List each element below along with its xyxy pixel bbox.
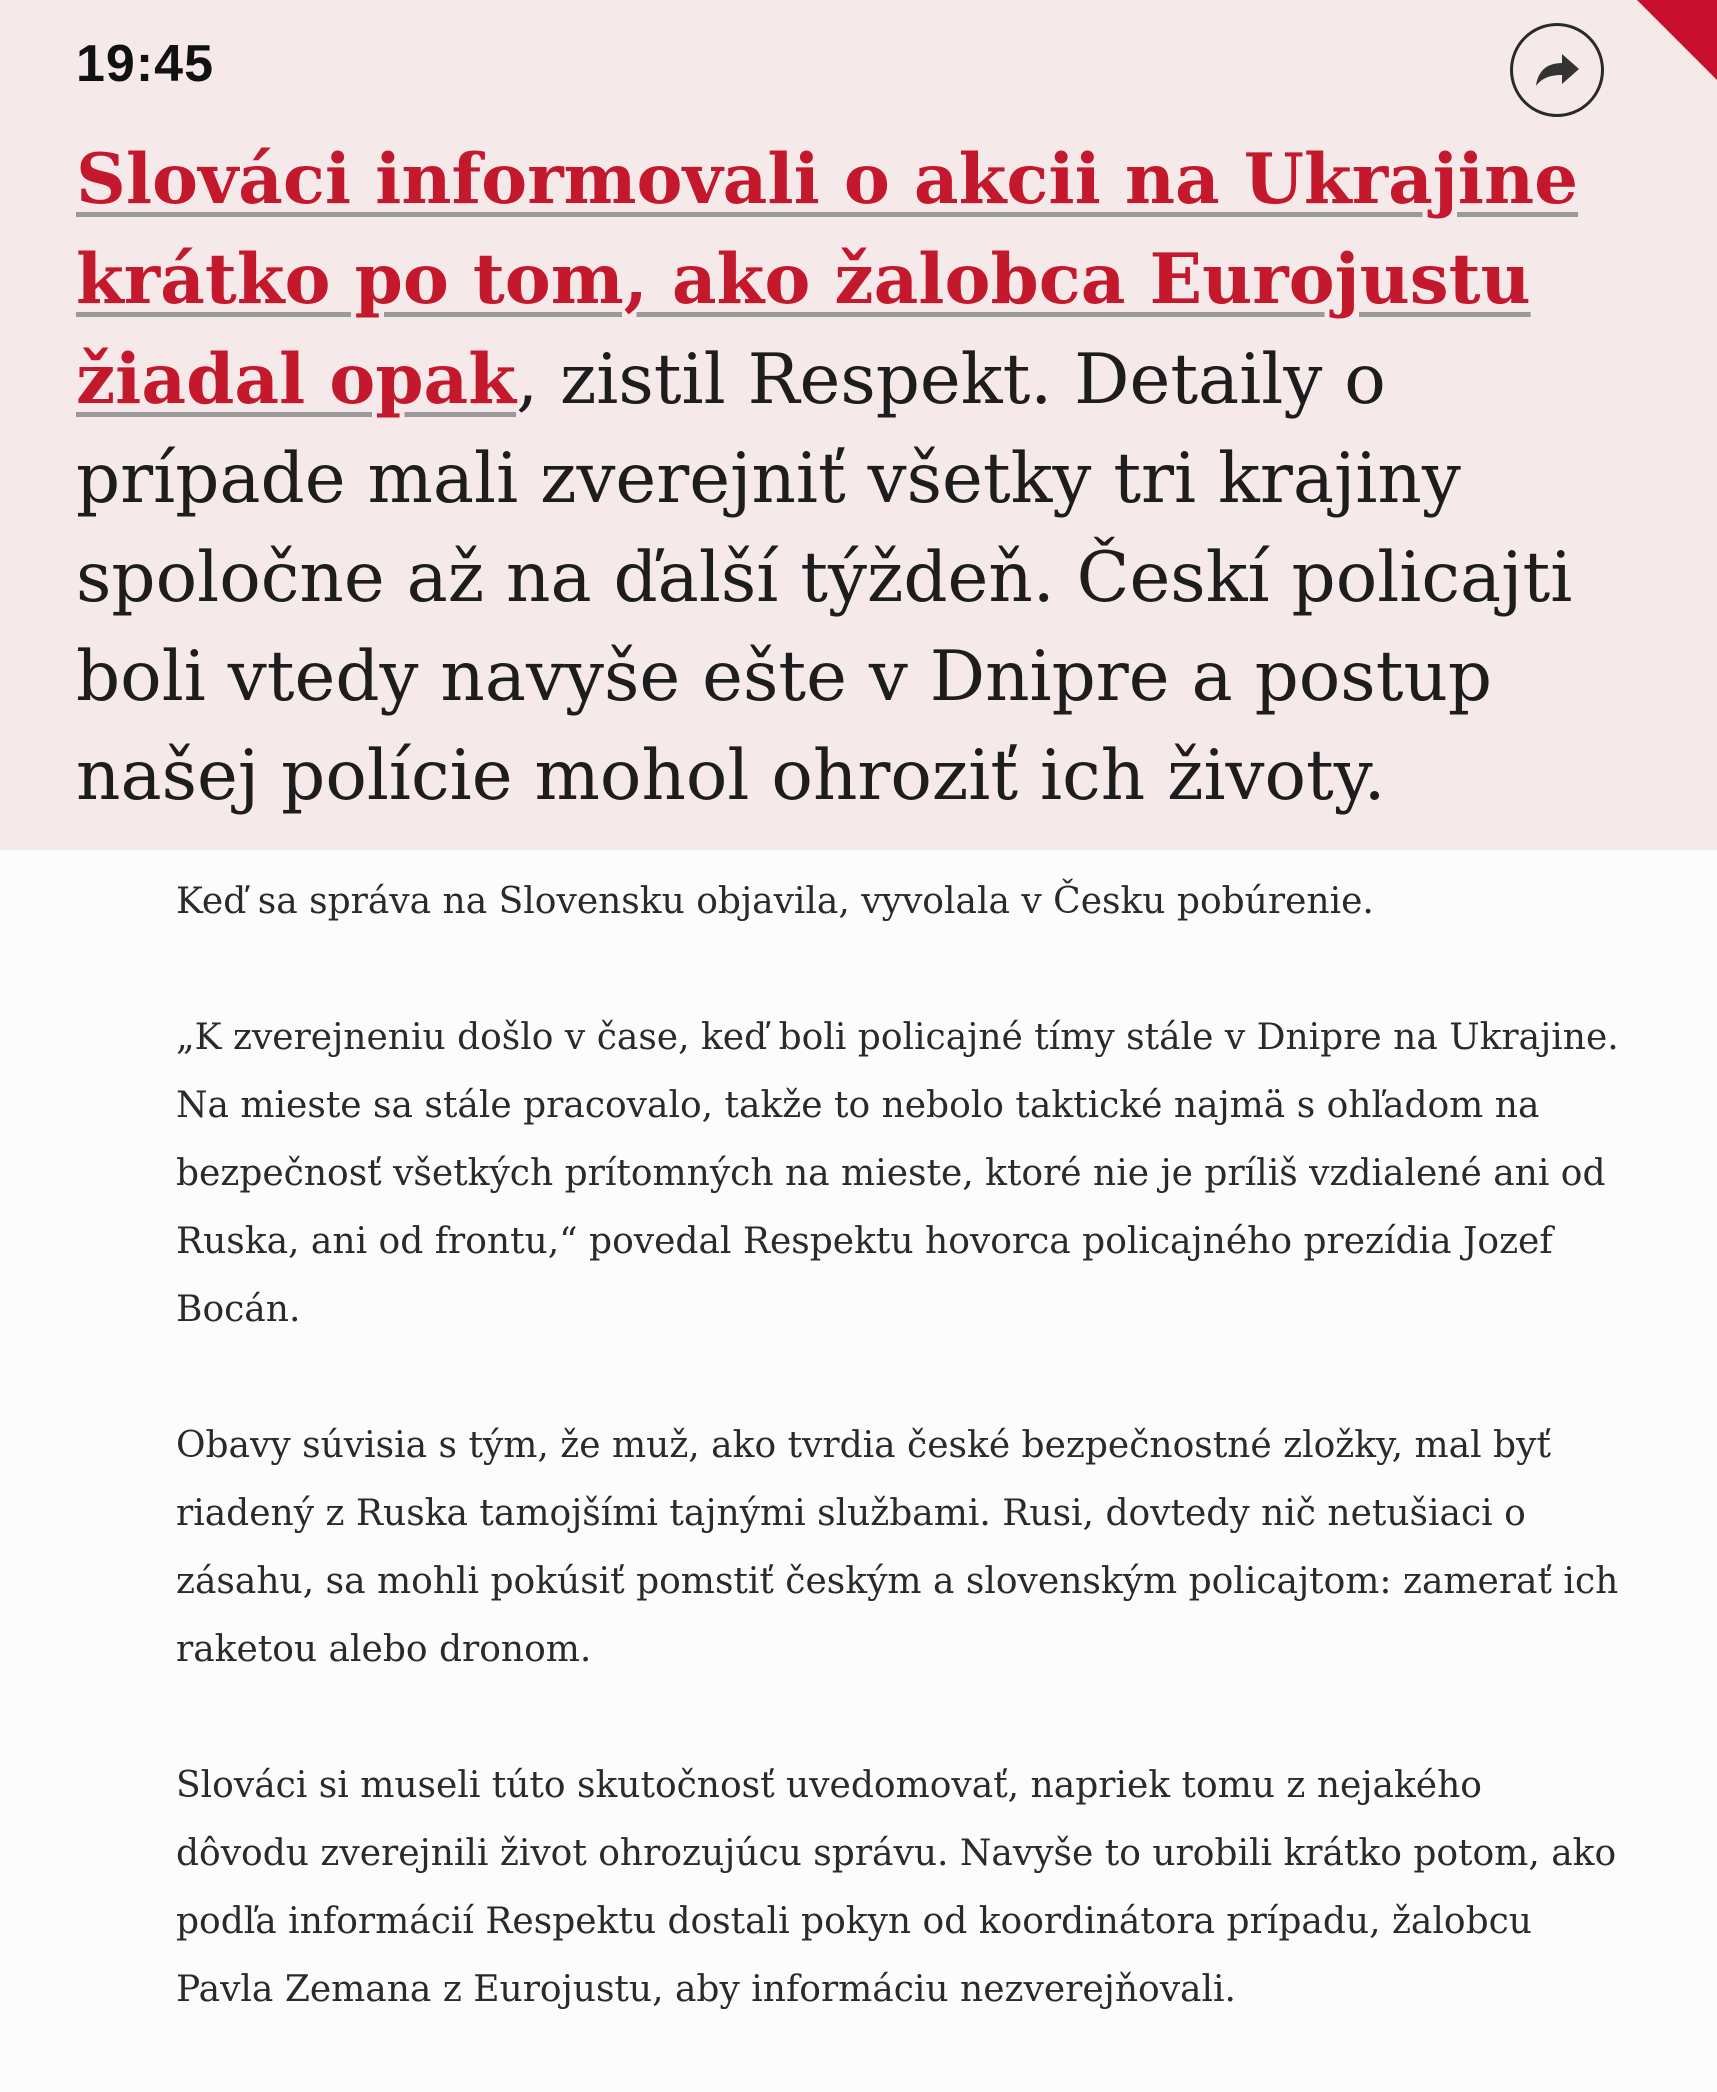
share-arrow-icon — [1532, 50, 1582, 90]
article-paragraph: Slováci si museli túto skutočnosť uvedomovať, napriek tomu z nejakého dôvodu zverejnili život ohrozujúcu správu. Navyše to urobili krátko potom, ako podľa informácií Respektu dostali pokyn od koordinátora prípadu, žalobcu Pavla Zemana z Eurojustu, aby informáciu nezverejňovali. — [176, 1765, 1617, 2010]
article-paragraph: Obavy súvisia s tým, že muž, ako tvrdia české bezpečnostné zložky, mal byť riadený z Ruska tamojšími tajnými službami. Rusi, dovtedy nič netušiaci o zásahu, sa mohli pokúsiť pomstiť českým a slovenským policajtom: zamerať ich raketou alebo dronom. — [176, 1425, 1619, 1670]
lead-text: , zistil Respekt. Detaily o prípade mali zverejniť všetky tri krajiny spoločne až na ďalší týždeň. Českí policajti boli vtedy navyše ešte v Dnipre a postup našej polície mohol ohroziť ich životy. — [76, 340, 1573, 816]
share-button[interactable] — [1510, 23, 1604, 117]
article-paragraph: Keď sa správa na Slovensku objavila, vyvolala v Česku pobúrenie. — [176, 881, 1374, 922]
lead-paragraph — [76, 130, 1676, 826]
status-time: 19:45 — [76, 35, 214, 93]
corner-ribbon — [1637, 0, 1717, 80]
highlight-panel — [0, 0, 1717, 850]
article-body — [176, 868, 1626, 2092]
lead-article-link[interactable]: Slováci informovali o akcii na Ukrajine krátko po tom, ako žalobca Eurojustu žiadal opak — [76, 139, 1579, 420]
article-paragraph: „K zverejneniu došlo v čase, keď boli policajné tímy stále v Dnipre na Ukrajine. Na mieste sa stále pracovalo, takže to nebolo taktické najmä s ohľadom na bezpečnosť všetkých prítomných na mieste, ktoré nie je príliš vzdialené ani od Ruska, ani od frontu,“ povedal Respektu hovorca policajného prezídia Jozef Bocán. — [176, 1017, 1619, 1330]
